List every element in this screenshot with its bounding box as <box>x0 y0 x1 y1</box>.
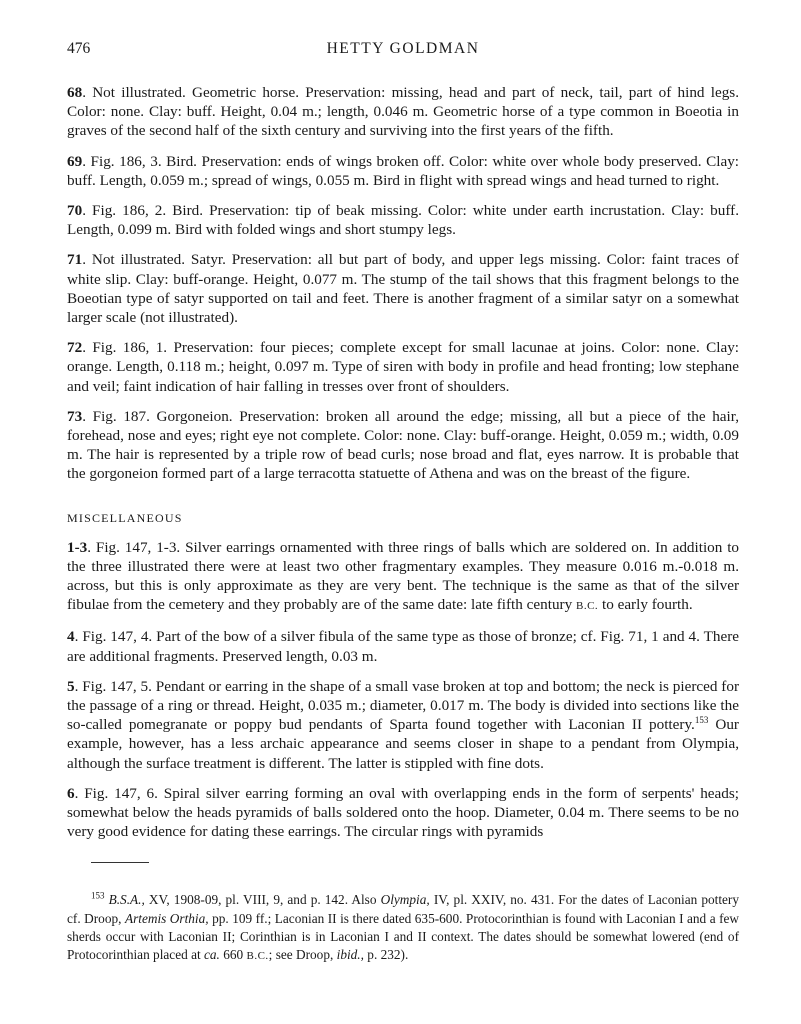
page-header <box>67 40 739 64</box>
entry-number: 73 <box>67 407 83 425</box>
catalogue-entry: 72. Fig. 186, 1. Preservation: four pieces; complete except for small lacunae at joins. Color: none. Clay: orange. Length, 0.118 m.; height, 0.097 m. Type of siren with body in profile and head fronting; low stephane and veil; faint indication of hair falling in tresses over front of shoulders. <box>67 339 740 395</box>
citation-title: Artemis Orthia, <box>124 910 209 926</box>
section-heading: MISCELLANEOUS <box>67 510 183 525</box>
entry-text: Fig. 147, 4. Part of the bow of a silver fibula of the same type as those of bronze; cf. Fig. 71, 1 and 4. There are additional fragments. Preserved length, 0.03 m. <box>67 628 740 665</box>
citation-title: Olympia, <box>380 892 430 908</box>
entry-number: 71 <box>67 251 83 269</box>
running-head: HETTY GOLDMAN <box>326 40 480 57</box>
footnote <box>67 891 739 965</box>
citation-abbrev: ibid., <box>336 946 364 962</box>
footnote-text: p. 232). <box>367 946 409 962</box>
entry-text: Fig. 147, 1-3. Silver earrings ornamented with three rings of balls which are soldered on. In addition to the three illustrated there were at least two other fragmentary examples. They measure 0.016 m.-0.018 m. across, but this is only approximate as they are very bent. The technique is the same as that of the silver fibulae from the cemetery and they probably are of the same date: late fifth century <box>67 538 740 614</box>
entry-text: Fig. 186, 3. Bird. Preservation: ends of wings broken off. Color: white over whole body preserved. Clay: buff. Length, 0.059 m.; spread of wings, 0.055 m. Bird in flight with spread wings and head turned to right. <box>67 152 740 189</box>
entry-text: Fig. 186, 1. Preservation: four pieces; complete except for small lacunae at joins. Color: none. Clay: orange. Length, 0.118 m.; height, 0.097 m. Type of siren with body in profile and head fronting; low stephane and veil; faint indication of hair falling in tresses over front of shoulders. <box>67 339 740 395</box>
era-abbreviation: B.C. <box>575 600 599 613</box>
entry-text: Not illustrated. Satyr. Preservation: all but part of body, and upper legs missing. Color: faint traces of white slip. Clay: buff-orange. Height, 0.077 m. The stump of the tail shows that this fragment belongs to the Boeotian type of satyr supported on tail and feet. There is another fragment of a similar satyr on a somewhat larger scale (not illustrated). <box>67 251 739 327</box>
catalogue-entry: 70. Fig. 186, 2. Bird. Preservation: tip of beak missing. Color: white under earth incrustation. Clay: buff. Length, 0.099 m. Bird with folded wings and short stumpy legs. <box>67 202 739 239</box>
footnote-marker: 153 <box>91 890 105 901</box>
catalogue-entry: 6. Fig. 147, 6. Spiral silver earring forming an oval with overlapping ends in the form of serpents' heads; somewhat below the heads pyramids of balls soldered onto the hoop. Diameter, 0.04 m. There seems to be no very good evidence for dating these earrings. The circular rings with pyramids <box>67 784 740 841</box>
footnote-divider <box>91 862 149 863</box>
era-abbreviation: B.C. <box>246 949 269 962</box>
footnote-text: 660 <box>223 946 244 962</box>
entry-number: 4 <box>67 628 75 646</box>
catalogue-entry: 68. Not illustrated. Geometric horse. Preservation: missing, head and part of neck, tail, part of hind legs. Color: none. Clay: buff. Height, 0.04 m.; length, 0.046 m. Geometric horse of a type common in Boeotia in graves of the second half of the sixth century and surviving into the first years of the fifth. <box>67 84 740 140</box>
page <box>67 40 739 853</box>
catalogue-entry: 4. Fig. 147, 4. Part of the bow of a silver fibula of the same type as those of bronze; cf. Fig. 71, 1 and 4. There are additional fragments. Preserved length, 0.03 m. <box>67 628 740 665</box>
entry-text: Fig. 147, 6. Spiral silver earring forming an oval with overlapping ends in the form of serpents' heads; somewhat below the heads pyramids of balls soldered onto the hoop. Diameter, 0.04 m. There seems to be no very good evidence for dating these earrings. The circular rings with pyramids <box>67 784 740 841</box>
catalogue-entry: 5. Fig. 147, 5. Pendant or earring in the shape of a small vase broken at top and bottom; the neck is pierced for the passage of a ring or thread. Height, 0.035 m.; diameter, 0.017 m. The body is divided into sections like the so-called pomegranate or poppy bud pendants of Sparta found together with Laconian II pottery.$^{153}$ Our example, however, has a less archaic appearance and seems closer in shape to a pendant from Olympia, although the surface treatment is different. The latter is stippled with fine dots. <box>67 677 740 772</box>
catalogue-entry: 69. Fig. 186, 3. Bird. Preservation: ends of wings broken off. Color: white over whole body preserved. Clay: buff. Length, 0.059 m.; spread of wings, 0.055 m. Bird in flight with spread wings and head turned to right. <box>67 152 740 189</box>
entry-text: Fig. 186, 2. Bird. Preservation: tip of beak missing. Color: white under earth incrustation. Clay: buff. Length, 0.099 m. Bird with folded wings and short stumpy legs. <box>67 202 739 239</box>
entry-text: Our example, however, has a less archaic appearance and seems closer in shape to a pendant from Olympia, although the surface treatment is different. The latter is stippled with fine dots. <box>67 716 739 772</box>
citation-title: B.S.A., <box>108 892 145 908</box>
entry-text: Fig. 187. Gorgoneion. Preservation: broken all around the edge; missing, all but a piece of the hair, forehead, nose and eyes; right eye not complete. Color: none. Clay: buff-orange. Height, 0.059 m.; width, 0.09 m. The hair is represented by a triple row of bead curls; nose broad and flat, eyes narrow. It is probable that the gorgoneion formed part of a large terracotta statuette of Athena and was on the breast of the figure. <box>67 407 739 483</box>
catalogue-entry: 1-3. Fig. 147, 1-3. Silver earrings ornamented with three rings of balls which are soldered on. In addition to the three illustrated there were at least two other fragmentary examples. They measure 0.016 m.-0.018 m. across, but this is only approximate as they are very bent. The technique is the same as that of the silver fibulae from the cemetery and they probably are of the same date: late fifth century B.C. to early fourth. <box>67 538 740 614</box>
entry-text: Fig. 147, 5. Pendant or earring in the shape of a small vase broken at top and bottom; the neck is pierced for the passage of a ring or thread. Height, 0.035 m.; diameter, 0.017 m. The body is divided into sections like the so-called pomegranate or poppy bud pendants of Sparta found together with Laconian II pottery. <box>67 677 740 734</box>
catalogue-entry: 71. Not illustrated. Satyr. Preservation: all but part of body, and upper legs missing. Color: faint traces of white slip. Clay: buff-orange. Height, 0.077 m. The stump of the tail shows that this fragment belongs to the Boeotian type of satyr supported on tail and feet. There is another fragment of a similar satyr on a somewhat larger scale (not illustrated). <box>67 251 739 327</box>
entry-number: 72 <box>67 339 83 357</box>
footnote-text: ; see Droop, <box>268 946 334 962</box>
entry-text: Not illustrated. Geometric horse. Preservation: missing, head and part of neck, tail, part of hind legs. Color: none. Clay: buff. Height, 0.04 m.; length, 0.046 m. Geometric horse of a type common in Boeotia in graves of the second half of the sixth century and surviving into the first years of the fifth. <box>67 84 740 140</box>
entry-number: 1-3 <box>67 538 88 556</box>
citation-abbrev: ca. <box>204 946 220 962</box>
footnote-text: IV, pl. XXIV, no. 431. For the dates of Laconian pottery cf. Droop, <box>67 892 739 926</box>
page-number: 476 <box>67 40 91 57</box>
footnote-reference[interactable]: 153 <box>694 715 709 726</box>
entry-number: 69 <box>67 152 83 170</box>
catalogue-entries <box>67 83 739 842</box>
entry-text: to early fourth. <box>601 596 693 614</box>
entry-number: 70 <box>67 202 83 220</box>
entry-number: 6 <box>67 784 75 802</box>
footnote-text: XV, 1908-09, pl. VIII, 9, and p. 142. Also <box>148 892 377 908</box>
entry-number: 5 <box>67 677 75 695</box>
footnote-text: pp. 109 ff.; Laconian II is there dated 635-600. Protocorinthian is found with Laconian I and a few sherds occur with Laconian II; Corinthian is in Laconian I and II context. The dates should be somewhat lowered (end of Protocorinthian placed at <box>67 910 740 962</box>
entry-number: 68 <box>67 84 83 101</box>
catalogue-entry: 73. Fig. 187. Gorgoneion. Preservation: broken all around the edge; missing, all but a piece of the hair, forehead, nose and eyes; right eye not complete. Color: none. Clay: buff-orange. Height, 0.059 m.; width, 0.09 m. The hair is represented by a triple row of bead curls; nose broad and flat, eyes narrow. It is probable that the gorgoneion formed part of a large terracotta statuette of Athena and was on the breast of the figure. <box>67 407 739 483</box>
